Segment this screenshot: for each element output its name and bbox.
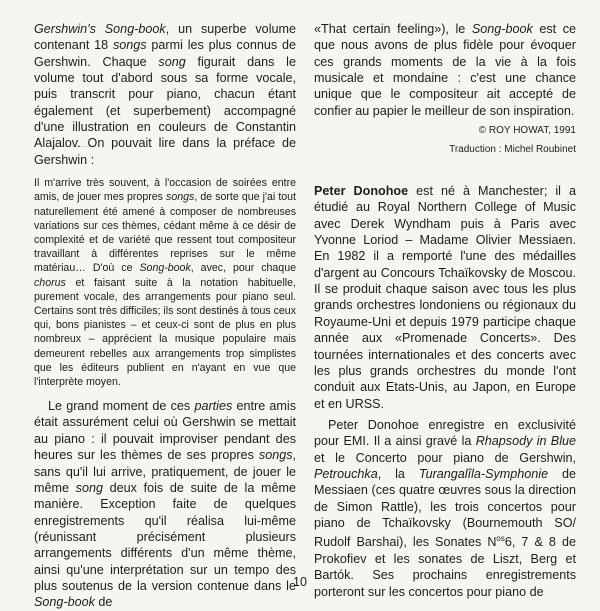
page-number: 10 xyxy=(293,575,307,589)
performer-name: Peter Donohoe xyxy=(314,184,409,199)
italic-term: Song-book xyxy=(471,22,533,36)
text-run: figurait dans le volume tout d'abord sous sa forme vocale, puis transcrit pour piano, chacun étant également (et superbement) accompagné d'une illustration en couleurs de Constantin Alajalov. On pouvait lire dans la préface de Gershwin : xyxy=(34,54,296,167)
text-run: et faisant suite à la notation habituelle, purement vocale, des arrangements pour piano seul. Certains sont très difficiles; ils sont destinés à tous ceux qui, bons pianistes – et ceux-ci sont de plus en plus nombreux – apprécient la musique populaire mais demeurent rebelles aux arrangements trop simplistes que les éditeurs publient en n'ayant en vue que l'interprète moyen. xyxy=(34,276,296,388)
songbook-paragraph xyxy=(314,21,576,119)
text-run: , sans qu'il lui arrive, pratiquement, de jouer le même xyxy=(34,448,296,495)
text-run: de xyxy=(94,595,113,610)
intro-paragraph xyxy=(34,21,296,168)
text-run: , de sorte que j'ai tout naturellement été amené à composer de nombreuses variations sur ces thèmes, cédant même à ce désir de complexité et de variété que ressent tout compositeur travaillant à différentes reprises sur le même matériau… D'où ce xyxy=(34,191,296,275)
italic-term: song xyxy=(158,54,186,69)
recordings-paragraph xyxy=(314,417,576,600)
italic-term: songs xyxy=(166,191,195,204)
italic-term: Song-book xyxy=(139,262,191,275)
translation-credit: Traduction : Michel Roubinet xyxy=(449,144,576,156)
superscript: os xyxy=(496,534,505,544)
text-run: , la xyxy=(377,466,419,481)
text-run: , avec, pour chaque xyxy=(190,262,296,275)
italic-term: Petrouchka xyxy=(314,466,378,481)
italic-term: Rhapsody in Blue xyxy=(475,434,576,449)
copyright-credit: © ROY HOWAT, 1991 xyxy=(478,125,576,137)
text-run: , un superbe volume contenant 18 xyxy=(34,22,296,53)
italic-term: parties xyxy=(194,399,233,414)
italic-term: song xyxy=(75,480,103,495)
italic-term: Turangalîla-Symphonie xyxy=(418,466,549,481)
bio-paragraph xyxy=(314,183,576,412)
italic-title: Gershwin's Song-book xyxy=(34,22,166,36)
text-run: Le grand moment de ces xyxy=(48,399,195,414)
text-run: parmi les plus connus de Gershwin. Chaque xyxy=(34,38,296,69)
text-run: Il m'arrive très souvent, à l'occasion de soirées entre amis, de jouer mes propres xyxy=(34,177,296,204)
right-column xyxy=(314,21,576,600)
text-run: de Messiaen (ces quatre œuvres sous la direction de Simon Rattle), les trois concertos pour piano de Tchaïkovsky (Bournemouth SO/ Rudolf Barshai), les Sonates N xyxy=(314,466,576,550)
gershwin-quote xyxy=(34,168,296,389)
text-run: 6, 7 & 8 de Prokofiev et les sonates de Liszt, Berg et Bartók. Ses prochains enregistrements porteront sur les concertos pour piano de xyxy=(314,535,577,599)
text-run: Peter Donohoe enregistre en exclusivité pour EMI. Il a ainsi gravé la xyxy=(314,417,576,449)
italic-term: songs xyxy=(112,38,147,53)
italic-term: songs xyxy=(258,448,293,463)
text-run: deux fois de suite de la même manière. Exception faite de quelques enregistrements qu'il réalisa lui-même (réunissant précisément plusieurs arrangements différents d'un même thème, ainsi qu'une interprétation sur un tempo des plus soutenus de la version contenue dans le xyxy=(34,480,296,593)
text-run: «That certain feeling»), le xyxy=(314,22,472,36)
italic-term: chorus xyxy=(34,276,66,289)
italic-term: Song-book xyxy=(34,595,95,610)
text-run: et le Concerto pour piano de Gershwin, xyxy=(314,450,576,465)
text-run: est né à Manchester; il a étudié au Royal Northern College of Music avec Derek Wyndham puis à Paris avec Yvonne Loriod – Madame Olivier Messiaen. En 1982 il a remporté l'une des médailles d'argent au Concours Tchaïkovsky de Moscou. Il se produit chaque saison avec tous les plus grands orchestres londoniens ou régionaux du Royaume-Uni et depuis 1979 participe chaque année aux «Promenade Concerts». Des tournées internationales et des concerts avec les plus grands orchestres du monde l'ont conduit aux Etats-Unis, au Japon, en Europe et en URSS. xyxy=(314,184,576,411)
text-run: entre amis était assurément celui où Gershwin se mettait au piano : il pouvait improviser pendant des heures sur les thèmes de ses propres xyxy=(34,399,297,463)
left-column xyxy=(34,21,296,611)
text-run: est ce que nous avons de plus fidèle pour évoquer ces grands moments de la vie à la fois musicale et mondaine : c'est une chance unique que le compositeur ait accepté de confier au papier le meilleur de son inspiration. xyxy=(314,22,576,118)
